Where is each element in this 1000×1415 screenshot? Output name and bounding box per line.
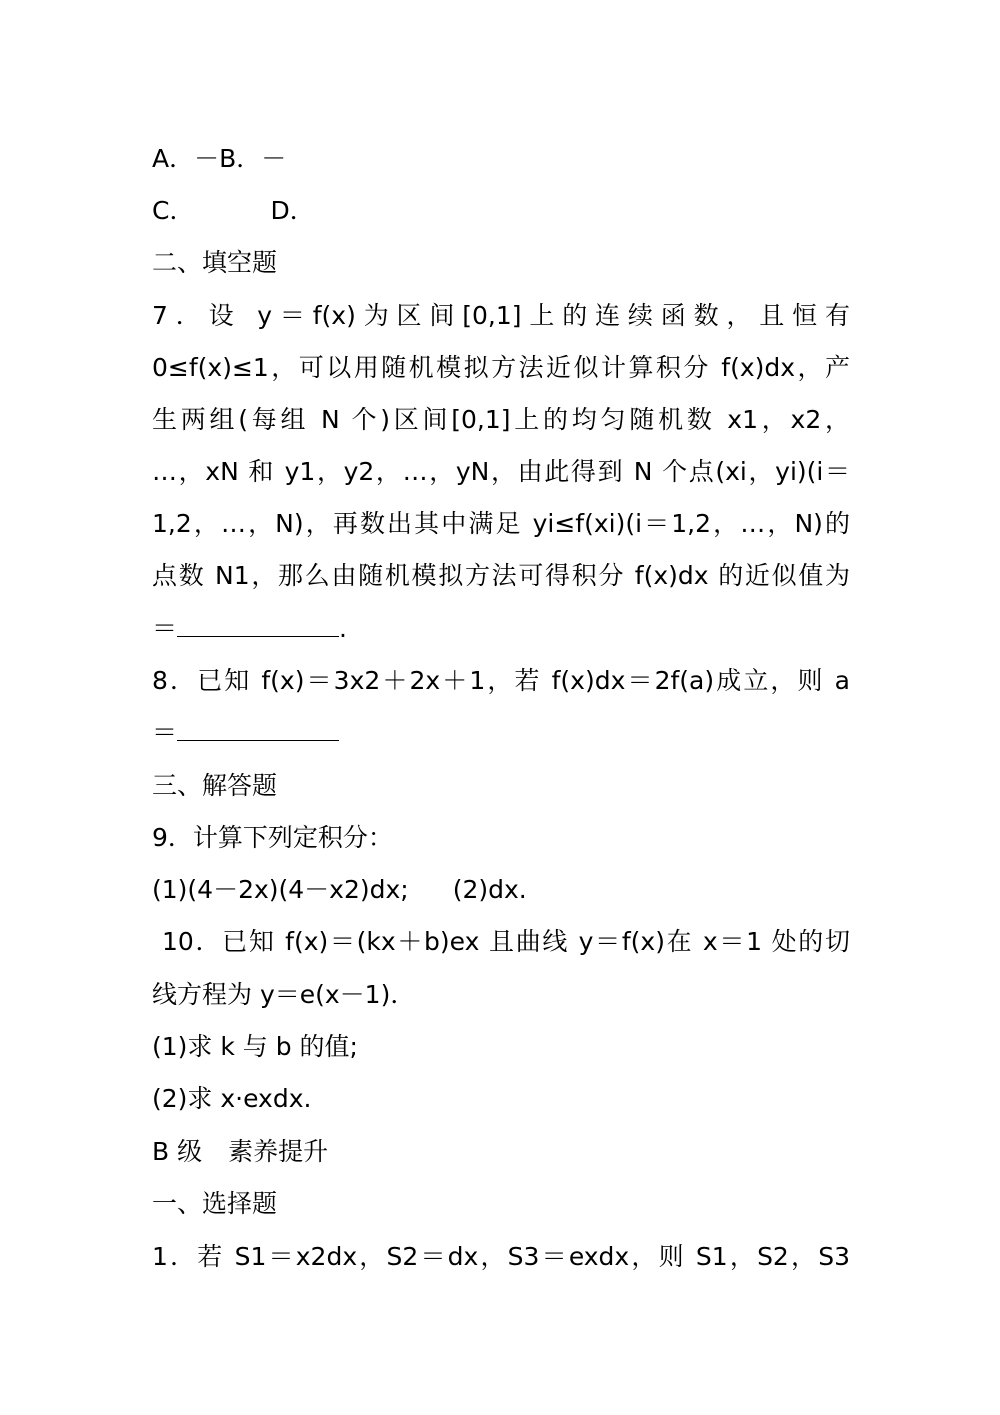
part-1: (1)(4－2x)(4－x2)dx; [152,875,409,904]
part-2: (2)dx. [452,875,527,904]
option-d: D． [270,196,315,225]
question-8-line-1: 8．已知 f(x)＝3x2＋2x＋1，若 f(x)dx＝2f(a)成立，则 a [152,666,850,695]
question-7-line-2: 0≤f(x)≤1，可以用随机模拟方法近似计算积分 f(x)dx，产 [152,353,850,382]
question-1-line-1: 1．若 S1＝x2dx，S2＝dx，S3＝exdx，则 S1，S2，S3 [152,1242,850,1271]
answer-blank [177,612,339,637]
question-10-part-2 [152,1079,311,1119]
equals-sign: ＝ [152,614,178,643]
section-title: 二、填空题 [152,248,278,277]
section-heading-choice [152,1184,277,1224]
section-title: 三、解答题 [152,771,278,800]
question-text: 9．计算下列定积分： [152,823,393,852]
period: . [339,614,347,643]
options-ab: A．－B．－ [152,144,287,173]
part-1: (1)求 k 与 b 的值; [152,1032,358,1061]
question-10-line-2 [152,975,415,1015]
question-10-line-1: 10．已知 f(x)＝(kx＋b)ex 且曲线 y＝f(x)在 x＝1 处的切 [162,927,850,956]
question-8-answer-line [152,713,339,753]
text-line-options-ab [152,139,286,179]
question-10-part-1 [152,1027,358,1067]
question-7-line-6: 点数 N1，那么由随机模拟方法可得积分 f(x)dx 的近似值为 [152,561,850,590]
level-title: 素养提升 [228,1137,329,1166]
question-text: 线方程为 y＝e(x－1)． [152,980,416,1009]
section-heading-solutions [152,766,277,806]
equals-sign: ＝ [152,718,178,747]
text-line-options-cd [152,191,315,231]
level-heading [152,1132,328,1172]
question-7-line-3: 生两组(每组 N 个)区间[0,1]上的均匀随机数 x1，x2， [152,405,850,434]
question-9-line [152,818,393,858]
level-label: B 级 [152,1137,203,1166]
section-heading-fill-in [152,243,277,283]
section-title: 一、选择题 [152,1189,278,1218]
question-7-line-1: 7．设 y＝f(x)为区间[0,1]上的连续函数，且恒有 [152,301,850,330]
question-7-line-5: 1,2，…，N)，再数出其中满足 yi≤f(xi)(i＝1,2，…，N)的 [152,509,850,538]
option-c: C． [152,196,195,225]
part-2: (2)求 x·exdx. [152,1084,312,1113]
answer-blank [177,716,339,741]
question-9-parts [152,870,527,910]
question-7-answer-line [152,609,347,649]
question-7-line-4: …，xN 和 y1，y2，…，yN，由此得到 N 个点(xi，yi)(i＝ [152,457,850,486]
